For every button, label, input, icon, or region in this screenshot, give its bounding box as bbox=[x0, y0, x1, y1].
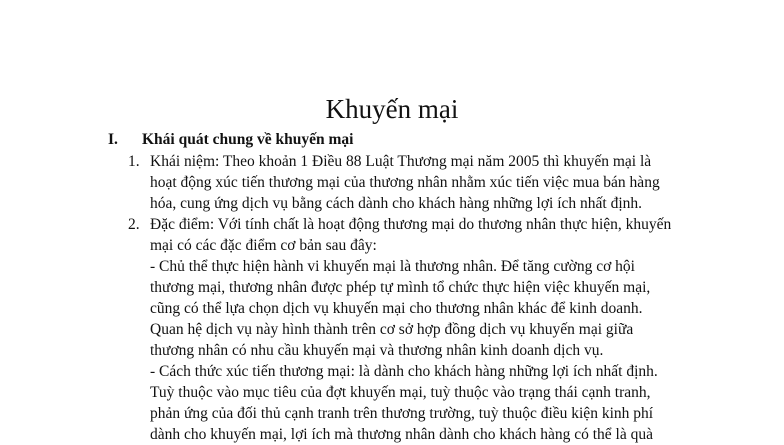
paragraph-line: Tuỳ thuộc vào mục tiêu của đợt khuyến mại, tuỳ thuộc vào trạng thái cạnh tranh, bbox=[150, 384, 651, 401]
paragraph-line: hóa, cung ứng dịch vụ bằng cách dành cho khách hàng những lợi ích nhất định. bbox=[150, 195, 643, 212]
section-number: I. bbox=[108, 131, 118, 148]
paragraph-line: Đặc điểm: Với tính chất là hoạt động thương mại do thương nhân thực hiện, khuyến bbox=[150, 216, 672, 233]
item-number-1: 1. bbox=[128, 153, 140, 170]
paragraph-line: - Cách thức xúc tiến thương mại: là dành cho khách hàng những lợi ích nhất định. bbox=[150, 363, 658, 380]
document-title: Khuyến mại bbox=[325, 94, 459, 124]
paragraph-line: cũng có thể lựa chọn dịch vụ khuyến mại cho thương nhân khác để kinh doanh. bbox=[150, 300, 643, 317]
item-number-2: 2. bbox=[128, 216, 140, 233]
paragraph-line: thương mại, thương nhân được phép tự mình tổ chức thực hiện việc khuyến mại, bbox=[150, 279, 651, 296]
paragraph-line: dành cho khuyến mại, lợi ích mà thương nhân dành cho khách hàng có thể là quà bbox=[150, 426, 654, 443]
paragraph-line: Quan hệ dịch vụ này hình thành trên cơ sở hợp đồng dịch vụ khuyến mại giữa bbox=[150, 321, 634, 338]
section-title: Khái quát chung về khuyến mại bbox=[142, 131, 354, 148]
paragraph-line: phản ứng của đối thủ cạnh tranh trên thương trường, tuỳ thuộc điều kiện kinh phí bbox=[150, 405, 654, 422]
paragraph-line: hoạt động xúc tiến thương mại của thương nhân nhằm xúc tiến việc mua bán hàng bbox=[150, 174, 660, 191]
paragraph-line: thương nhân có nhu cầu khuyến mại và thương nhân kinh doanh dịch vụ. bbox=[150, 342, 604, 359]
paragraph-line: - Chủ thể thực hiện hành vi khuyến mại là thương nhân. Để tăng cường cơ hội bbox=[150, 258, 635, 275]
paragraph-line: Khái niệm: Theo khoản 1 Điều 88 Luật Thương mại năm 2005 thì khuyến mại là bbox=[150, 153, 652, 170]
paragraph-line: mại có các đặc điểm cơ bản sau đây: bbox=[150, 237, 377, 254]
